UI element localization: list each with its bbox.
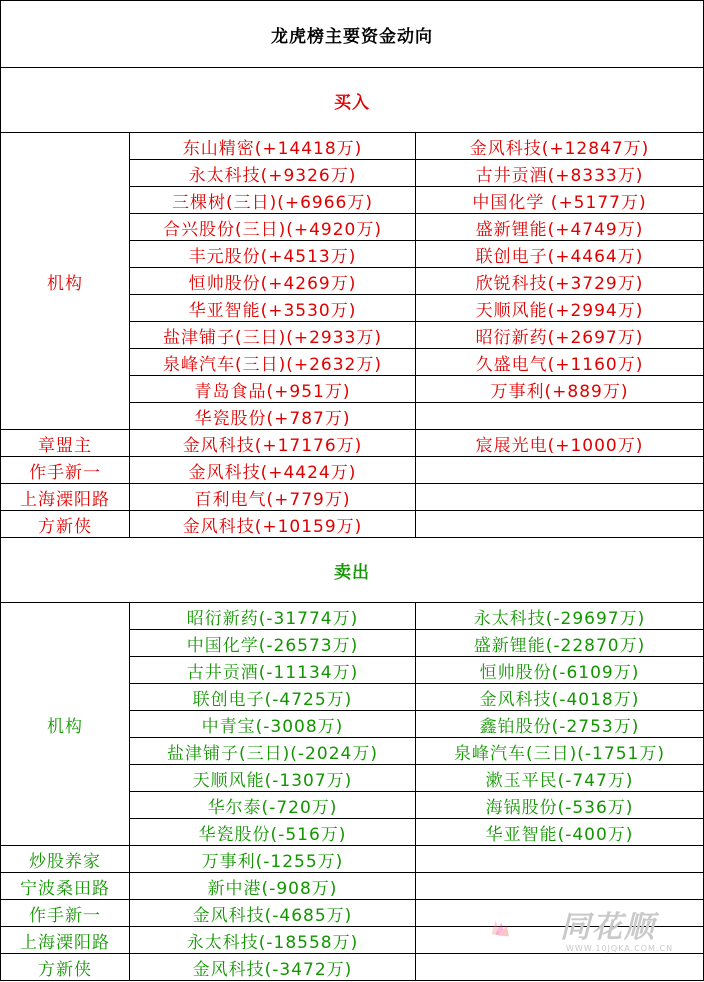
stock-cell	[416, 511, 704, 538]
stock-cell: 欣锐科技(+3729万)	[416, 268, 704, 295]
stock-cell: 盛新锂能(+4749万)	[416, 214, 704, 241]
watermark-brand: 同花顺	[560, 910, 656, 945]
table-row	[1, 133, 704, 160]
stock-cell: 华亚智能(+3530万)	[130, 295, 416, 322]
stock-cell: 海锅股份(-536万)	[416, 792, 704, 819]
stock-cell: 泉峰汽车(三日)(-1751万)	[416, 738, 704, 765]
stock-cell: 天顺风能(-1307万)	[130, 765, 416, 792]
stock-cell: 盐津铺子(三日)(+2933万)	[130, 322, 416, 349]
stock-cell: 万事利(-1255万)	[130, 846, 416, 873]
stock-cell: 泉峰汽车(三日)(+2632万)	[130, 349, 416, 376]
stock-cell: 昭衍新药(-31774万)	[130, 603, 416, 630]
stock-cell: 青岛食品(+951万)	[130, 376, 416, 403]
stock-cell: 恒帅股份(+4269万)	[130, 268, 416, 295]
seat-name: 方新侠	[1, 511, 130, 538]
seat-name: 作手新一	[1, 457, 130, 484]
seat-name: 炒股养家	[1, 846, 130, 873]
seat-name: 机构	[1, 133, 130, 430]
stock-cell	[416, 457, 704, 484]
table-row	[1, 457, 704, 484]
stock-cell: 华瓷股份(+787万)	[130, 403, 416, 430]
stock-cell: 盐津铺子(三日)(-2024万)	[130, 738, 416, 765]
buy-section-header: 买入	[1, 68, 704, 133]
stock-cell: 永太科技(-18558万)	[130, 927, 416, 954]
stock-cell: 久盛电气(+1160万)	[416, 349, 704, 376]
stock-cell: 合兴股份(三日)(+4920万)	[130, 214, 416, 241]
stock-cell: 天顺风能(+2994万)	[416, 295, 704, 322]
table-row	[1, 603, 704, 630]
stock-cell: 永太科技(+9326万)	[130, 160, 416, 187]
stock-cell: 中青宝(-3008万)	[130, 711, 416, 738]
stock-cell: 鑫铂股份(-2753万)	[416, 711, 704, 738]
seat-name: 宁波桑田路	[1, 873, 130, 900]
stock-cell: 三棵树(三日)(+6966万)	[130, 187, 416, 214]
sell-section-header: 卖出	[1, 538, 704, 603]
stock-cell: 盛新锂能(-22870万)	[416, 630, 704, 657]
stock-cell: 百利电气(+779万)	[130, 484, 416, 511]
table-row	[1, 484, 704, 511]
stock-cell: 新中港(-908万)	[130, 873, 416, 900]
stock-cell	[416, 484, 704, 511]
seat-name: 上海溧阳路	[1, 927, 130, 954]
stock-cell: 金风科技(+12847万)	[416, 133, 704, 160]
seat-name: 机构	[1, 603, 130, 846]
stock-cell: 中国化学 (+5177万)	[416, 187, 704, 214]
stock-cell: 金风科技(-3472万)	[130, 954, 416, 981]
seat-name: 章盟主	[1, 430, 130, 457]
page-title: 龙虎榜主要资金动向	[1, 1, 704, 68]
seat-name: 方新侠	[1, 954, 130, 981]
stock-cell: 丰元股份(+4513万)	[130, 241, 416, 268]
stock-cell: 华瓷股份(-516万)	[130, 819, 416, 846]
stock-cell: 宸展光电(+1000万)	[416, 430, 704, 457]
watermark-url: WWW.10JQKA.COM.CN	[566, 944, 674, 953]
stock-cell	[416, 846, 704, 873]
stock-cell: 恒帅股份(-6109万)	[416, 657, 704, 684]
stock-cell: 金风科技(+10159万)	[130, 511, 416, 538]
table-row	[1, 873, 704, 900]
stock-cell: 漱玉平民(-747万)	[416, 765, 704, 792]
tonghuashun-logo-icon	[488, 898, 558, 958]
stock-cell: 古井贡酒(+8333万)	[416, 160, 704, 187]
seat-name: 作手新一	[1, 900, 130, 927]
stock-cell: 联创电子(-4725万)	[130, 684, 416, 711]
table-row	[1, 511, 704, 538]
stock-cell: 华尔泰(-720万)	[130, 792, 416, 819]
table-row	[1, 846, 704, 873]
stock-cell: 联创电子(+4464万)	[416, 241, 704, 268]
stock-cell: 金风科技(-4018万)	[416, 684, 704, 711]
stock-cell: 东山精密(+14418万)	[130, 133, 416, 160]
stock-cell: 古井贡酒(-11134万)	[130, 657, 416, 684]
table-row	[1, 954, 704, 981]
stock-cell: 金风科技(-4685万)	[130, 900, 416, 927]
table-row	[1, 430, 704, 457]
stock-cell: 金风科技(+17176万)	[130, 430, 416, 457]
seat-name: 上海溧阳路	[1, 484, 130, 511]
stock-cell: 金风科技(+4424万)	[130, 457, 416, 484]
stock-cell: 万事利(+889万)	[416, 376, 704, 403]
stock-cell: 昭衍新药(+2697万)	[416, 322, 704, 349]
stock-cell	[416, 873, 704, 900]
stock-cell	[416, 403, 704, 430]
stock-cell: 中国化学(-26573万)	[130, 630, 416, 657]
stock-cell: 华亚智能(-400万)	[416, 819, 704, 846]
stock-cell	[416, 954, 704, 981]
stock-cell: 永太科技(-29697万)	[416, 603, 704, 630]
